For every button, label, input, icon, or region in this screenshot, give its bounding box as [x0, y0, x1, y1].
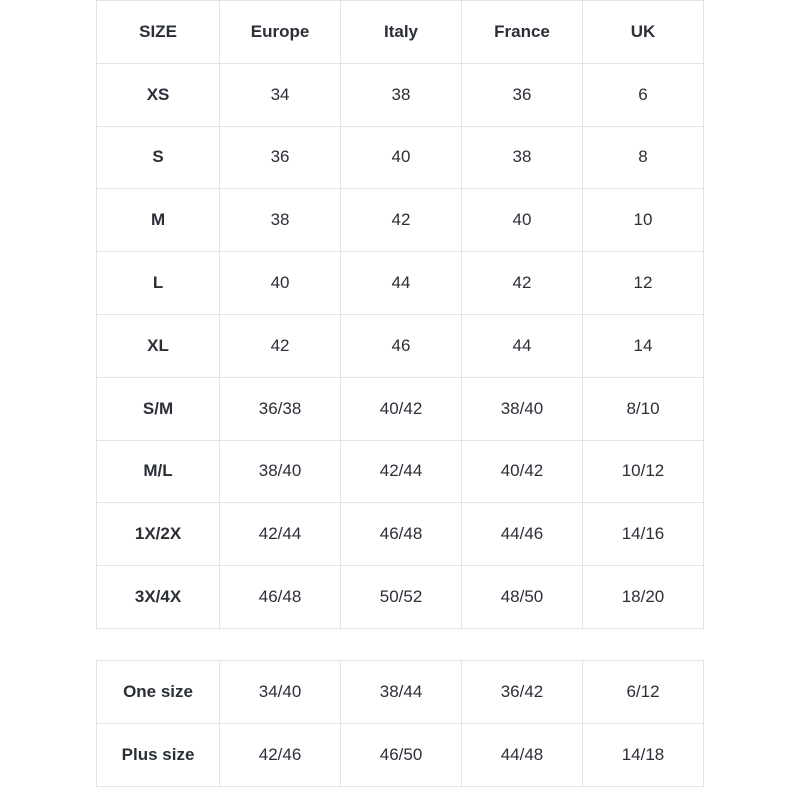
cell-uk: 8/10	[582, 377, 703, 440]
cell-uk: 6	[582, 63, 703, 126]
cell-france: 40/42	[462, 440, 583, 503]
table-row	[97, 189, 704, 252]
cell-europe: 46/48	[220, 566, 341, 629]
cell-uk: 18/20	[582, 566, 703, 629]
cell-france: 42	[462, 252, 583, 315]
cell-uk: 8	[582, 126, 703, 189]
cell-europe: 42	[220, 314, 341, 377]
table-row	[97, 252, 704, 315]
table-row	[97, 377, 704, 440]
table-row	[97, 660, 704, 723]
cell-france: 36/42	[462, 660, 583, 723]
cell-europe: 42/46	[220, 723, 341, 786]
column-header-europe: Europe	[220, 1, 341, 64]
table-row	[97, 314, 704, 377]
cell-europe: 42/44	[220, 503, 341, 566]
cell-italy: 46/50	[341, 723, 462, 786]
cell-uk: 14/16	[582, 503, 703, 566]
size-conversion-table	[96, 0, 704, 629]
cell-europe: 34/40	[220, 660, 341, 723]
cell-uk: 14/18	[582, 723, 703, 786]
cell-italy: 42/44	[341, 440, 462, 503]
row-label: M/L	[97, 440, 220, 503]
cell-france: 40	[462, 189, 583, 252]
table-row	[97, 63, 704, 126]
table-gap-divider	[96, 629, 704, 660]
column-header-uk: UK	[582, 1, 703, 64]
cell-europe: 34	[220, 63, 341, 126]
column-header-france: France	[462, 1, 583, 64]
table-row	[97, 126, 704, 189]
cell-italy: 38	[341, 63, 462, 126]
cell-france: 44/48	[462, 723, 583, 786]
cell-europe: 36/38	[220, 377, 341, 440]
row-label: XS	[97, 63, 220, 126]
cell-uk: 10	[582, 189, 703, 252]
cell-france: 36	[462, 63, 583, 126]
table-row	[97, 440, 704, 503]
table-row	[97, 723, 704, 786]
cell-italy: 42	[341, 189, 462, 252]
cell-uk: 12	[582, 252, 703, 315]
row-label: One size	[97, 660, 220, 723]
cell-italy: 40/42	[341, 377, 462, 440]
cell-europe: 36	[220, 126, 341, 189]
cell-italy: 40	[341, 126, 462, 189]
one-size-table	[96, 660, 704, 787]
cell-italy: 38/44	[341, 660, 462, 723]
cell-italy: 46/48	[341, 503, 462, 566]
cell-france: 38/40	[462, 377, 583, 440]
cell-europe: 40	[220, 252, 341, 315]
column-header-italy: Italy	[341, 1, 462, 64]
table-row	[97, 503, 704, 566]
cell-france: 44	[462, 314, 583, 377]
row-label: Plus size	[97, 723, 220, 786]
cell-france: 48/50	[462, 566, 583, 629]
cell-europe: 38/40	[220, 440, 341, 503]
cell-france: 44/46	[462, 503, 583, 566]
cell-italy: 46	[341, 314, 462, 377]
row-label: L	[97, 252, 220, 315]
cell-uk: 10/12	[582, 440, 703, 503]
column-header-size: SIZE	[97, 1, 220, 64]
cell-france: 38	[462, 126, 583, 189]
row-label: M	[97, 189, 220, 252]
row-label: S	[97, 126, 220, 189]
table-header-row	[97, 1, 704, 64]
row-label: XL	[97, 314, 220, 377]
row-label: 3X/4X	[97, 566, 220, 629]
cell-italy: 50/52	[341, 566, 462, 629]
table-row	[97, 566, 704, 629]
row-label: 1X/2X	[97, 503, 220, 566]
cell-uk: 6/12	[582, 660, 703, 723]
row-label: S/M	[97, 377, 220, 440]
cell-europe: 38	[220, 189, 341, 252]
cell-uk: 14	[582, 314, 703, 377]
cell-italy: 44	[341, 252, 462, 315]
